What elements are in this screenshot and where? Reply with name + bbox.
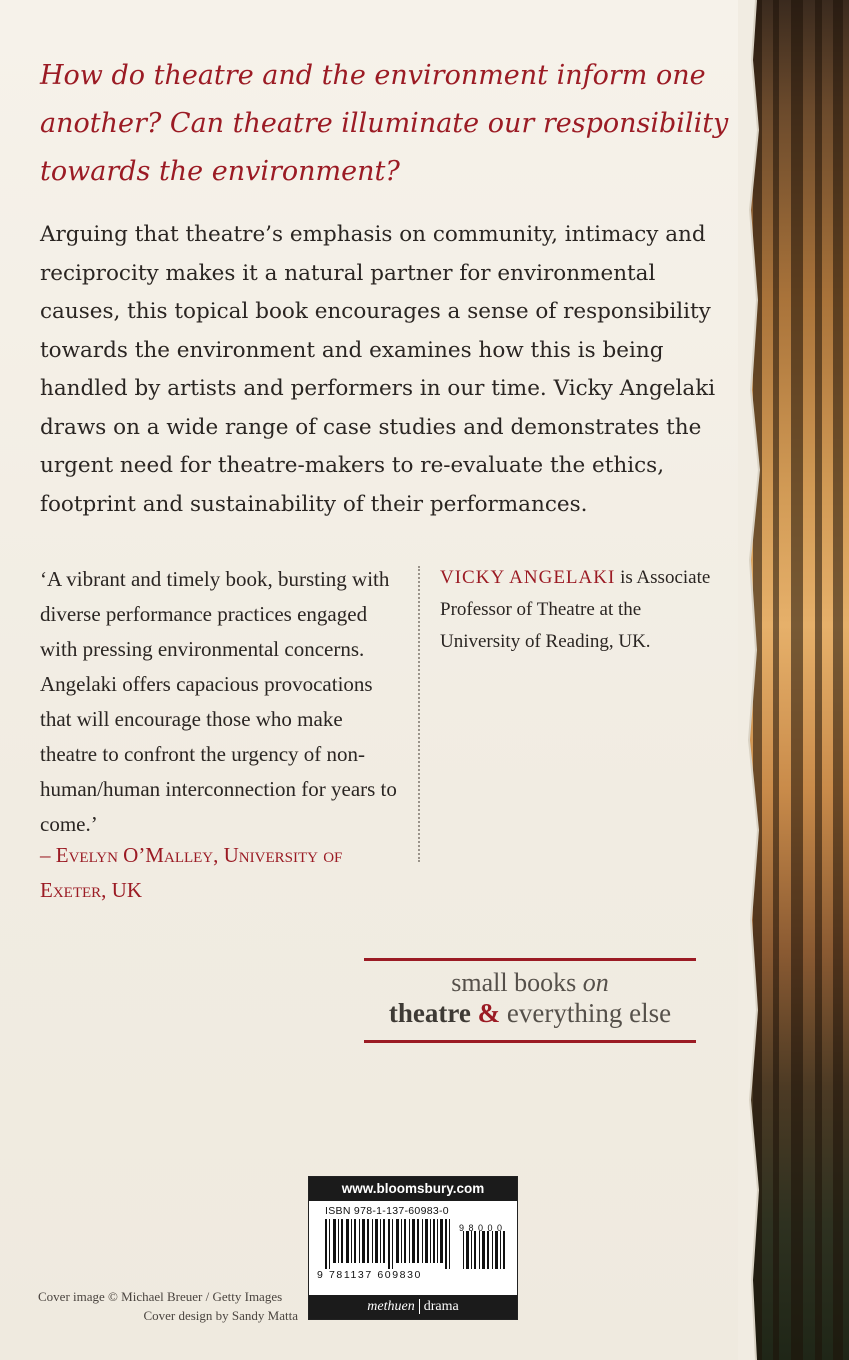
cover-image-credit: Cover image © Michael Breuer / Getty Images [38, 1289, 283, 1304]
series-text-everything-else: everything else [506, 998, 672, 1028]
publisher-url: www.bloomsbury.com [309, 1177, 517, 1201]
barcode-digits: 9 781137 609830 [317, 1269, 422, 1281]
publisher-logo [309, 1295, 517, 1319]
isbn-text: ISBN 978-1-137-60983-0 [325, 1205, 449, 1217]
series-text-on: on [582, 968, 609, 997]
series-line-1 [364, 968, 696, 998]
book-description: Arguing that theatre’s emphasis on community, intimacy and reciprocity makes it a natural partner for environmental causes, this topical book encourages a sense of responsibility towards the environment and examines how this is being handled by artists and performers in our time. Vicky Angelaki draws on a wide range of case studies and demonstrates the urgent need for theatre-makers to re-evaluate the ethics, footprint and sustainability of their performances. [40, 222, 716, 517]
price-code: 9 8 0 0 0 [459, 1223, 504, 1233]
cover-design-credit: Cover design by Sandy Matta [143, 1308, 298, 1323]
publisher-name-methuen: methuen [367, 1299, 415, 1314]
series-line-2 [340, 998, 720, 1029]
series-rule-top [364, 958, 696, 961]
series-text-theatre: theatre [388, 998, 471, 1028]
cover-credits [38, 1287, 298, 1325]
series-text-small-books: small books [451, 968, 583, 997]
author-name: VICKY ANGELAKI [440, 567, 616, 588]
endorsement-quote: ‘A vibrant and timely book, bursting with diverse performance practices engaged with pressing environmental concerns. Angelaki offers capacious provocations that will encourage those who make theatre to confront the urgency of non-human/human interconnection for years to come.’ [40, 567, 397, 836]
author-bio-text: is Associate Professor of Theatre at the University of Reading, UK. [440, 567, 711, 652]
tagline-question: How do theatre and the environment inform one another? Can theatre illuminate our responsibility towards the environment? [40, 60, 729, 187]
barcode-panel [308, 1176, 518, 1320]
author-bio [440, 562, 720, 658]
publisher-name-drama: drama [423, 1299, 459, 1314]
endorsement-attribution: – Evelyn O’Malley, University of Exeter, UK [40, 843, 343, 902]
dotted-divider [418, 566, 420, 862]
series-rule-bottom [364, 1040, 696, 1043]
torn-paper-edge [738, 0, 762, 1360]
series-ampersand: & [470, 998, 507, 1028]
